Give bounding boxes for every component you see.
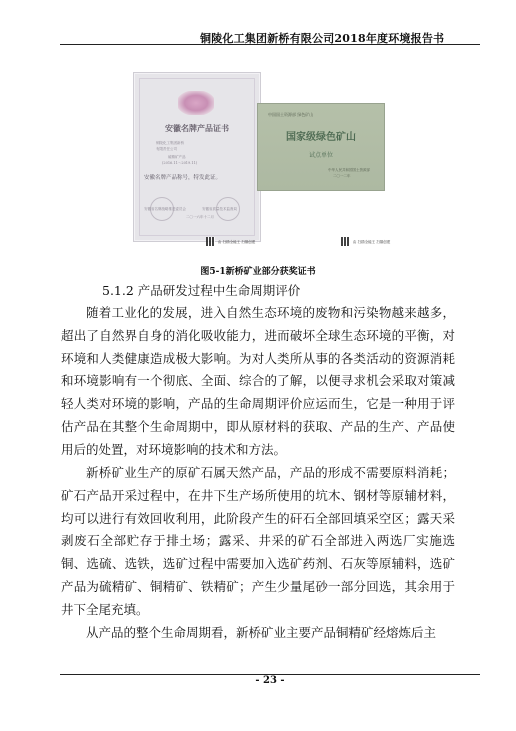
certificate-motto: 安徽名牌产品称号，特发此证。 — [144, 175, 222, 181]
page-footer — [60, 674, 480, 715]
body-paragraph: 从产品的整个生命周期看，新桥矿业主要产品铜精矿经熔炼后主 — [86, 625, 437, 640]
page-number: - 23 - — [255, 675, 285, 686]
certificate-line: 铜陵化工集团新桥 — [156, 141, 184, 145]
qr-code-icon — [206, 237, 215, 246]
figure-caption: 图5-1新桥矿业部分获奖证书 — [200, 267, 316, 277]
certificate-emblem-icon — [178, 91, 214, 115]
certificate-line: 有限责任公司 — [156, 147, 177, 151]
certificate-title: 安徽名牌产品证书 — [165, 123, 229, 133]
anhui-brand-certificate-image — [133, 72, 261, 242]
body-paragraph: 新桥矿业生产的原矿石属天然产品，产品的形成不需要原料消耗；矿石产品开采过程中，在井下生产场所使用的坑木、钢材等原辅材料，均可以进行有效回收利用，此阶段产生的矸石全部回填采空区；露天采剥废石全部贮存于排土场；露采、井采的矿石全部进入两选厂实施选铜、选硫、选铁，选矿过程中需要加入选矿药剂、石灰等原辅料，选矿产品为硫精矿、铜精矿、铁精矿；产生少量尾砂一部分回选，其余用于井下全尾充填。 — [61, 465, 455, 617]
certificate-issuer: 中华人民共和国国土资源部 — [328, 168, 370, 172]
certificate-line: (2016.11～2019.11) — [162, 161, 198, 165]
certificate-title: 国家级绿色矿山 — [286, 132, 356, 143]
certificate-issuer: 安徽省名牌战略推进委员会 — [144, 207, 186, 211]
green-mine-certificate-image — [257, 103, 385, 191]
page-header — [60, 6, 480, 45]
certificate-issuer: 安徽省质量技术监督局 — [202, 207, 237, 211]
scan-label: 由 扫描全能王 扫描创建 — [218, 240, 256, 244]
qr-code-icon — [341, 237, 350, 246]
body-paragraph: 随着工业化的发展，进入自然生态环境的废物和污染物越来越多，超出了自然界自身的消化吸收能力，进而破坏全球生态环境的平衡，对环境和人类健康造成极大影响。为对人类所从事的各类活动的资源消耗和环境影响有一个彻底、全面、综合的了解，以便寻求机会采取对策减轻人类对环境的影响，产品的生命周期评价应运而生，它是一种用于评估产品在其整个生命周期中，即从原材料的获取、产品的生产、产品使用后的处置，对环境影响的技术和方法。 — [61, 305, 455, 457]
certificate-line: 硫精矿产品 — [168, 155, 186, 159]
section-heading: 5.1.2 产品研发过程中生命周期评价 — [102, 283, 301, 298]
certificate-top-text: 中国国土资源部 绿色矿山 — [268, 112, 314, 117]
certificate-date: 二〇一二年 — [333, 174, 351, 178]
scan-label: 由 扫描全能王 扫描创建 — [353, 240, 391, 244]
header-title: 铜陵化工集团新桥有限公司2018年度环境报告书 — [200, 32, 445, 45]
certificate-subtitle: 试点单位 — [308, 152, 333, 159]
certificate-date: 二〇一六年十二月 — [186, 215, 214, 219]
